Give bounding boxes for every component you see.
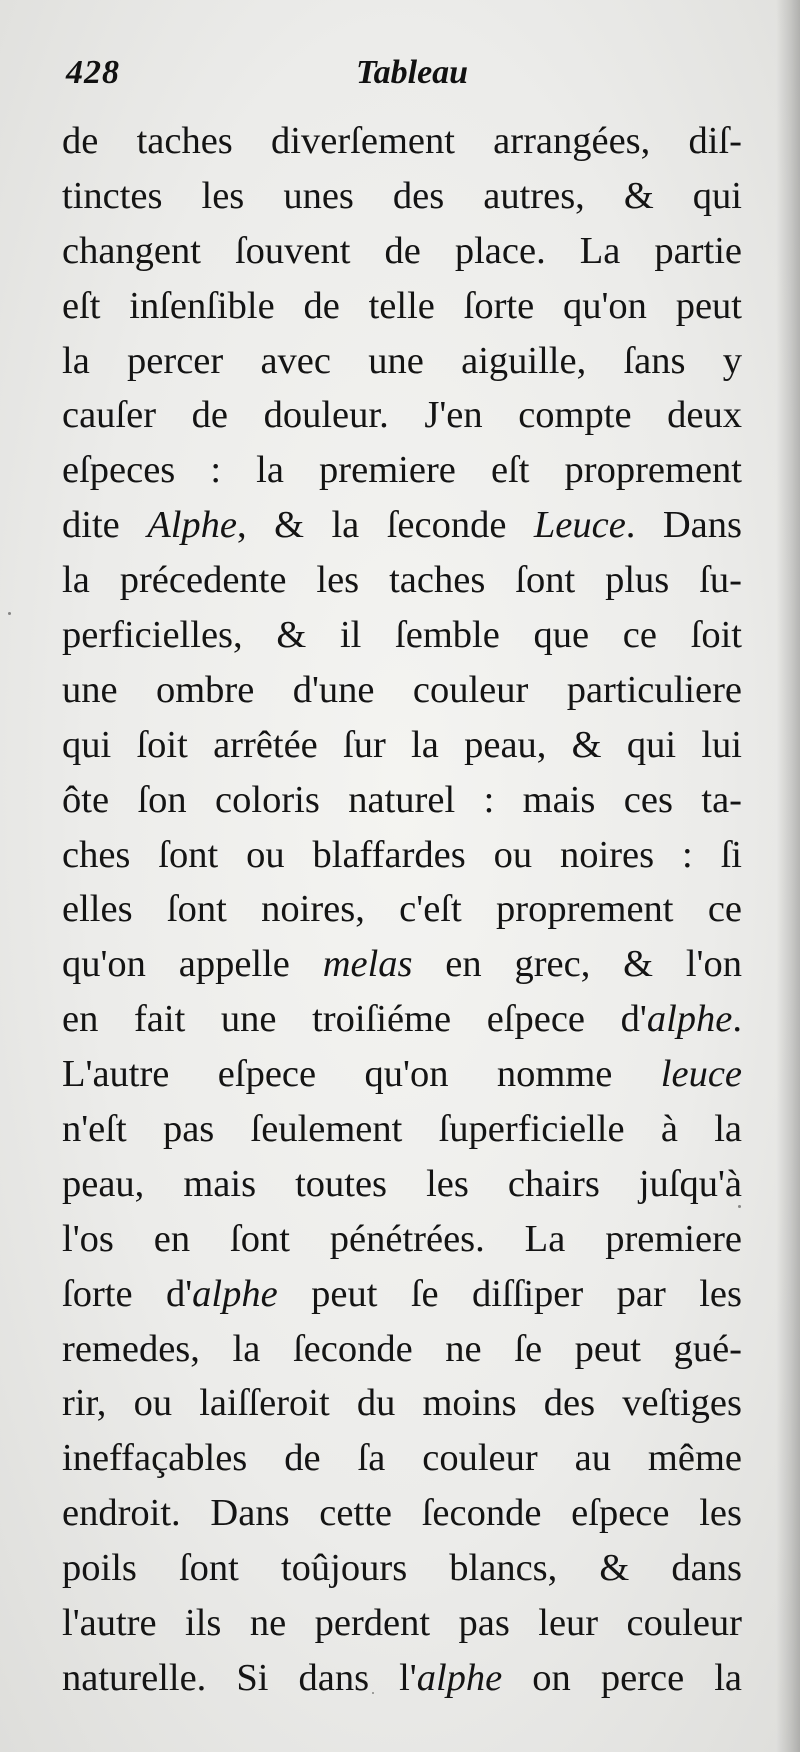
text-line xyxy=(62,114,742,169)
text-run: en fait une troiſiéme eſpece d' xyxy=(62,998,647,1041)
text-run: en grec, & l'on xyxy=(412,943,742,986)
text-run: l'os en ſont pénétrées. La premiere xyxy=(62,1217,742,1260)
page-gutter-shadow xyxy=(776,0,800,1752)
text-line xyxy=(62,1431,742,1486)
text-run: changent ſouvent de place. La partie xyxy=(62,229,742,272)
text-line xyxy=(62,1651,742,1706)
italic-term: alphe xyxy=(416,1656,503,1699)
page-header xyxy=(66,48,736,108)
text-line xyxy=(62,1047,742,1102)
text-line xyxy=(62,279,742,334)
text-line xyxy=(62,937,742,992)
italic-term: alphe xyxy=(192,1272,278,1315)
text-line xyxy=(62,1541,742,1596)
text-line xyxy=(62,553,742,608)
text-run: tinctes les unes des autres, & qui xyxy=(62,174,742,217)
italic-term: alphe xyxy=(646,998,733,1041)
text-line xyxy=(62,334,742,389)
text-line xyxy=(62,1267,742,1322)
body-text xyxy=(62,114,742,1706)
text-run: on perce la xyxy=(502,1656,742,1699)
text-run: L'autre eſpece qu'on nomme xyxy=(62,1053,661,1096)
text-run: peau, mais toutes les chairs juſqu'à xyxy=(62,1162,742,1205)
text-run: rir, ou laiſſeroit du moins des veſtiges xyxy=(62,1382,742,1425)
italic-term: Leuce xyxy=(533,504,626,547)
text-line xyxy=(62,1157,742,1212)
text-run: naturelle. Si dans l' xyxy=(62,1656,417,1699)
text-run: peut ſe diſſiper par les xyxy=(277,1272,742,1315)
text-line xyxy=(62,1102,742,1157)
text-run: l'autre ils ne perdent pas leur couleur xyxy=(62,1602,742,1645)
text-run: poils ſont toûjours blancs, & dans xyxy=(62,1547,742,1590)
italic-term: melas xyxy=(322,943,413,986)
text-line xyxy=(62,169,742,224)
text-line xyxy=(62,1486,742,1541)
text-run: une ombre d'une couleur particuliere xyxy=(62,668,742,711)
text-line xyxy=(62,1376,742,1431)
text-line xyxy=(62,1212,742,1267)
text-run: elles ſont noires, c'eſt proprement ce xyxy=(62,888,742,931)
text-run: ſorte d' xyxy=(62,1272,193,1315)
text-line xyxy=(62,992,742,1047)
text-run: la précedente les taches ſont plus ſu- xyxy=(62,559,742,602)
italic-term: leuce xyxy=(660,1053,742,1096)
text-line xyxy=(62,498,742,553)
text-line xyxy=(62,608,742,663)
text-line xyxy=(62,828,742,883)
text-line xyxy=(62,224,742,279)
ink-speck xyxy=(8,612,11,615)
text-run: eſt inſenſible de telle ſorte qu'on peut xyxy=(62,284,742,327)
text-run: eſpeces : la premiere eſt proprement xyxy=(62,449,742,492)
text-line xyxy=(62,443,742,498)
text-line xyxy=(62,1596,742,1651)
text-run: dite xyxy=(62,504,148,547)
text-line xyxy=(62,663,742,718)
text-line xyxy=(62,718,742,773)
text-run: . Dans xyxy=(625,504,742,547)
text-run: n'eſt pas ſeulement ſuperficielle à la xyxy=(62,1108,742,1151)
text-run: qui ſoit arrêtée ſur la peau, & qui lui xyxy=(62,723,742,766)
text-line xyxy=(62,388,742,443)
text-line xyxy=(62,882,742,937)
text-run: cauſer de douleur. J'en compte deux xyxy=(62,394,742,437)
text-run: ches ſont ou blaffardes ou noires : ſi xyxy=(62,833,742,876)
italic-term: Alphe xyxy=(147,504,237,547)
text-run: de taches diverſement arrangées, diſ- xyxy=(62,120,742,162)
text-run: . xyxy=(732,998,742,1041)
text-run: qu'on appelle xyxy=(62,943,323,986)
text-run: endroit. Dans cette ſeconde eſpece les xyxy=(62,1492,742,1535)
text-run: ineffaçables de ſa couleur au même xyxy=(62,1437,742,1480)
text-run: remedes, la ſeconde ne ſe peut gué- xyxy=(62,1327,742,1370)
text-run: , & la ſeconde xyxy=(237,504,534,547)
running-head: Tableau xyxy=(356,54,469,91)
text-run: perficielles, & il ſemble que ce ſoit xyxy=(62,614,742,657)
page-number: 428 xyxy=(66,54,120,91)
text-line xyxy=(62,773,742,828)
text-line xyxy=(62,1322,742,1377)
text-run: ôte ſon coloris naturel : mais ces ta- xyxy=(62,778,742,821)
text-run: la percer avec une aiguille, ſans y xyxy=(62,339,742,382)
